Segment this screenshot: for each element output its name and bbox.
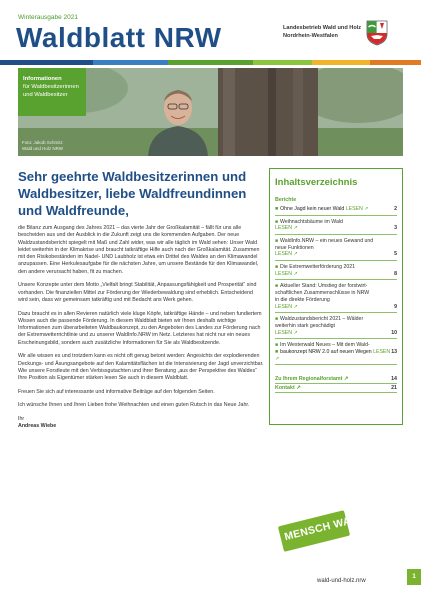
toc-entry-text bbox=[275, 238, 397, 245]
info-label-line-2: für Waldbesitzerinnen bbox=[23, 84, 79, 90]
bullet-icon: ■ bbox=[275, 218, 279, 225]
page-number: 1 bbox=[407, 569, 421, 585]
toc-page-number: 8 bbox=[394, 270, 397, 277]
toc-read-row bbox=[275, 251, 397, 258]
toc-extra-list bbox=[275, 375, 397, 393]
toc-entry[interactable] bbox=[275, 316, 397, 339]
article-paragraph: Wir alle wissen es und trotzdem kann es nicht oft genug betont werden: Angesichts der explodierenden Deckungs- und Äsungsangebote auf den Kalamitätsflächen ist die Intensivierung der Jagd unverzichtbar. Wie unsere Forstleute mit den Verbissgutachten und ihrer Beratung „aus der Perspektive des Waldes“ Ihre Position als Eigentümer stärken lesen Sie auch in diesem Waldblatt. bbox=[18, 353, 264, 382]
toc-entry[interactable] bbox=[275, 219, 397, 235]
toc-entry-line: Aktueller Stand: Umstieg der forstwirt- bbox=[280, 283, 368, 290]
toc-page-number: 14 bbox=[391, 376, 397, 383]
toc-entry-line: neue Funktionen bbox=[275, 244, 314, 251]
toc-extra-left bbox=[275, 384, 301, 392]
org-line-2: Nordrhein-Westfalen bbox=[283, 32, 338, 39]
read-link[interactable]: LESEN bbox=[275, 329, 293, 336]
toc-title: Inhaltsverzeichnis bbox=[275, 177, 358, 188]
bullet-icon: ■ bbox=[275, 342, 279, 349]
article-paragraph: Ich wünsche Ihnen und Ihren Lieben frohe Weihnachten und einen guten Rutsch in das Neue Jahr. bbox=[18, 402, 250, 409]
table-of-contents bbox=[269, 168, 403, 425]
toc-entry-line: WaldInfo.NRW – ein neues Gewand und bbox=[280, 237, 374, 244]
toc-entry-text bbox=[275, 245, 397, 252]
toc-page-number: 10 bbox=[391, 329, 397, 336]
arrow-icon: ↗ bbox=[292, 251, 298, 258]
arrow-icon: ↗ bbox=[292, 329, 298, 336]
toc-extra-row[interactable] bbox=[275, 384, 397, 393]
toc-entry-text bbox=[275, 290, 397, 297]
toc-read-left bbox=[275, 251, 298, 258]
toc-page-number: 9 bbox=[394, 303, 397, 310]
toc-page-number: 2 bbox=[394, 206, 397, 212]
article-body bbox=[18, 225, 264, 431]
arrow-icon: ↗ bbox=[362, 206, 369, 212]
toc-read-left bbox=[275, 206, 369, 213]
toc-extra-row[interactable] bbox=[275, 375, 397, 384]
toc-read-left bbox=[275, 271, 298, 278]
toc-extra-label: Kontakt bbox=[275, 385, 295, 392]
toc-entry-text bbox=[275, 219, 397, 226]
arrow-icon: ↗ bbox=[342, 376, 349, 383]
article-paragraph: Freuen Sie sich auf interessante und informative Beiträge auf den folgenden Seiten. bbox=[18, 388, 215, 395]
toc-entry-line: weiterhin stark geschädigt bbox=[275, 322, 335, 329]
edition-label: Winterausgabe 2021 bbox=[18, 14, 78, 21]
toc-entry-text bbox=[275, 283, 397, 290]
read-link[interactable]: LESEN bbox=[275, 251, 293, 258]
color-segment bbox=[0, 60, 93, 65]
toc-entry-text bbox=[275, 297, 397, 304]
stamp-text: MENSCH WALD! bbox=[283, 510, 370, 544]
arrow-icon: ↗ bbox=[275, 355, 280, 362]
org-line-1: Landesbetrieb Wald und Holz bbox=[283, 25, 362, 31]
toc-entry[interactable] bbox=[275, 264, 397, 280]
toc-entry-line: Weihnachtsbäume im Wald bbox=[280, 218, 343, 225]
bullet-icon: ■ bbox=[275, 237, 279, 244]
color-segment bbox=[168, 60, 252, 65]
brand-color-bar bbox=[0, 60, 421, 65]
toc-entry[interactable] bbox=[275, 238, 397, 261]
footer-url[interactable]: wald-und-holz.nrw bbox=[317, 578, 366, 584]
toc-entry-line: Die Extremwetterförderung 2021 bbox=[280, 263, 355, 270]
closing: Ihr bbox=[18, 416, 25, 423]
toc-entry-line: Waldzustandsbericht 2021 – Wälder bbox=[280, 316, 364, 323]
toc-entry-text bbox=[275, 323, 397, 330]
article-paragraph: die Bilanz zum Ausgang des Jahres 2021 – das vierte Jahr der Großkalamität – fällt für uns alle bescheiden aus und der Ausblick in die Zukunft zeigt uns die kommenden Aufgaben. Der neue Waldzustandsbericht spiegelt mit Maß und Zahl wider, was wir alle täglich im Wald sehen: Unser Wald leidet weiterhin in der Klimakrise und braucht tatkräftige Hilfe auch nach der Großkalamität. Zusammen mit den Risikobeständen im Nadel- UND Laubholz ist etwa ein Drittel des Waldes an den Klimawandel anzupassen. Eine Herkulesaufgabe für die nächsten Jahre, um unsere Bestände für den Klimawandel, den andere verursacht haben, fit zu machen. bbox=[18, 225, 260, 275]
toc-page-number: 5 bbox=[394, 251, 397, 258]
article-paragraph: Unsere Konzepte unter dem Motto „Vielfalt bringt Stabilität, Anpassungsfähigkeit und Prosperität“ sind vorhanden. Die finanziellen Mittel zur Förderung der Wiederbewaldung sind erheblich. Entscheidend wird sein, dass wir gemeinsam tatkräftig und mit Bedacht ans Werk gehen. bbox=[18, 282, 257, 303]
toc-entry[interactable] bbox=[275, 283, 397, 313]
article-paragraph: Dazu braucht es in allen Revieren natürlich viele kluge Köpfe, tatkräftige Hände – und neben fundiertem Wissen auch die passende Förderung. In diesem Waldblatt bieten wir Ihnen deshalb wichtige Informationen zum überarbeiteten Waldbaukonzept, zu den Angeboten des Landes zur Förderung nach der Extremwetterrichtlinie und zu unserer WaldInfo.NRW im Netz. Letzteres hat nicht nur ein neues Erscheinungsbild, sondern auch zusätzliche Informationen für Sie als Waldbesitzende. bbox=[18, 310, 262, 346]
toc-entry-line: Im Westerwald Neues – Mit dem Wald- bbox=[280, 342, 370, 349]
hero-photo bbox=[18, 68, 403, 156]
bullet-icon: ■ bbox=[275, 206, 279, 212]
bullet-icon: ■ bbox=[275, 316, 279, 323]
toc-entry-text bbox=[275, 342, 397, 349]
page-title: Waldblatt NRW bbox=[16, 22, 222, 53]
signature-name: Andreas Wiebe bbox=[18, 423, 57, 430]
read-link[interactable]: LESEN bbox=[275, 225, 293, 232]
toc-read-left bbox=[275, 304, 298, 311]
bullet-icon: ■ bbox=[275, 348, 279, 355]
toc-entry-line: baukonzept NRW 2.0 auf neuen Wegen bbox=[280, 348, 372, 355]
toc-section-heading: Berichte bbox=[275, 197, 297, 203]
toc-entry[interactable] bbox=[275, 206, 397, 216]
arrow-icon: ↗ bbox=[292, 270, 298, 277]
info-label-line-1: Informationen bbox=[23, 76, 62, 82]
toc-read-left bbox=[275, 225, 298, 232]
toc-read-row bbox=[275, 349, 397, 363]
toc-entry-line: in die direkte Förderung bbox=[275, 296, 330, 303]
read-link[interactable]: LESEN bbox=[373, 348, 391, 355]
toc-read-row bbox=[275, 206, 397, 213]
article-headline: Sehr geehrte Waldbesitzerinnen und Waldbesitzer, liebe Waldfreundinnen und Waldfreunde, bbox=[18, 169, 247, 218]
toc-read-row bbox=[275, 225, 397, 232]
toc-entry[interactable] bbox=[275, 342, 397, 365]
read-link[interactable]: LESEN bbox=[275, 270, 293, 277]
toc-read-row bbox=[275, 330, 397, 337]
toc-read-row bbox=[275, 271, 397, 278]
toc-read-row bbox=[275, 304, 397, 311]
bullet-icon: ■ bbox=[275, 263, 279, 270]
organization-name bbox=[283, 25, 361, 40]
photo-credit-line-2: Wald und Holz NRW bbox=[22, 145, 64, 151]
toc-page-number: 3 bbox=[394, 225, 397, 232]
toc-entry-list bbox=[275, 206, 397, 365]
info-label-box bbox=[18, 68, 86, 116]
read-link[interactable]: LESEN bbox=[275, 303, 293, 310]
toc-page-number: 21 bbox=[391, 385, 397, 392]
color-segment bbox=[253, 60, 312, 65]
read-link[interactable]: LESEN bbox=[345, 206, 363, 212]
bullet-icon: ■ bbox=[275, 283, 279, 290]
photo-credit-line-1: Foto: Jakob Schmitz bbox=[22, 140, 63, 145]
toc-page-number: 13 bbox=[391, 348, 397, 355]
arrow-icon: ↗ bbox=[294, 385, 301, 392]
toc-entry-line: Ohne Jagd kein neuer Wald bbox=[280, 206, 345, 212]
color-segment bbox=[370, 60, 421, 65]
toc-read-left bbox=[275, 349, 391, 363]
mensch-wald-stamp bbox=[278, 510, 370, 552]
toc-entry-text bbox=[275, 264, 397, 271]
color-segment bbox=[312, 60, 371, 65]
arrow-icon: ↗ bbox=[292, 225, 298, 232]
toc-extra-left bbox=[275, 375, 348, 383]
photo-credit bbox=[22, 140, 63, 151]
arrow-icon: ↗ bbox=[292, 303, 298, 310]
toc-entry-text bbox=[275, 316, 397, 323]
toc-extra-label: Zu Ihrem Regionalforstamt bbox=[275, 376, 343, 383]
color-segment bbox=[93, 60, 169, 65]
toc-entry-line: schaftlichen Zusammenschlüsse in NRW bbox=[275, 289, 370, 296]
nrw-crest-icon bbox=[366, 20, 388, 46]
toc-read-left bbox=[275, 330, 298, 337]
info-label-line-3: und Waldbesitzer bbox=[23, 92, 68, 98]
